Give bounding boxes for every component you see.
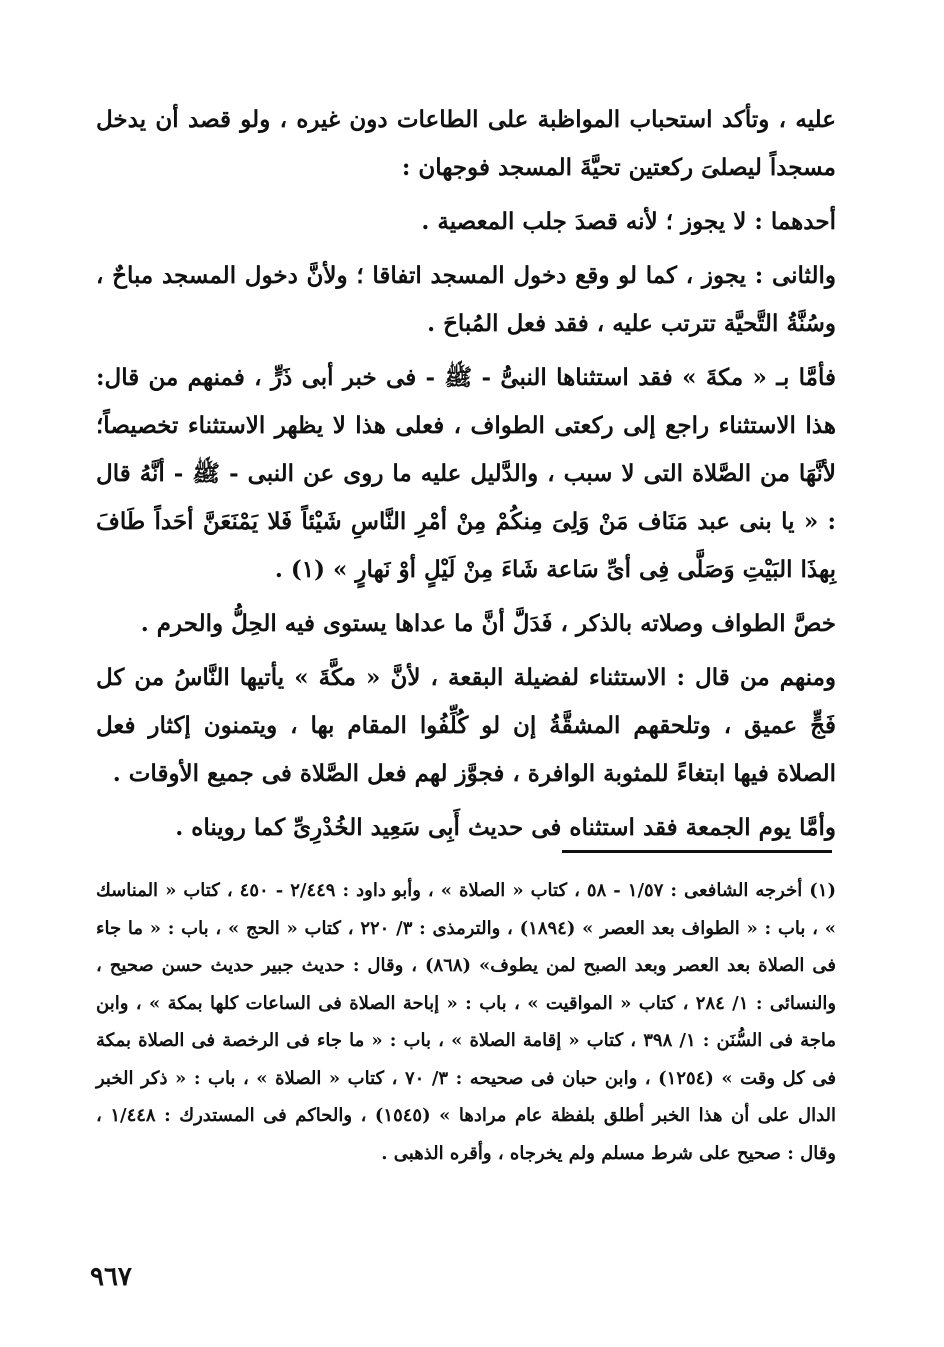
paragraph: والثانى : يجوز ، كما لو وقع دخول المسجد اتفاقا ؛ ولأنَّ دخول المسجد مباحٌ ، وسُنَّةُ التَّحيَّة تترتب عليه ، فقد فعل المُباحَ . — [96, 262, 836, 337]
paragraph: أحدهما : لا يجوز ؛ لأنه قصدَ جلب المعصية . — [421, 208, 836, 235]
footnote-divider — [562, 850, 832, 853]
paragraph: عليه ، وتأكد استحباب المواظبة على الطاعات دون غيره ، ولو قصد أن يدخل مسجداً ليصلىَ ركعتين تحيَّةَ المسجد فوجهان : — [96, 106, 836, 181]
page-number: ٩٦٧ — [90, 1262, 132, 1292]
footnote: (١) أخرجه الشافعى : ١/٥٧ - ٥٨ ، كتاب « الصلاة » ، وأبو داود : ٢/٤٤٩ - ٤٥٠ ، كتاب « المناسك » ، باب : « الطواف بعد العصر » (١٨٩٤) ، والترمذى : ٣/ ٢٢٠ ، كتاب « الحج » ، باب : « ما جاء فى الصلاة بعد العصر وبعد الصبح لمن يطوف» (٨٦٨) ، وقال : حديث جبير حديث حسن صحيح ، والنسائى : ١/ ٢٨٤ ، كتاب « المواقيت » ، باب : « إباحة الصلاة فى الساعات كلها بمكة » ، وابن ماجة فى السُّنَن : ١/ ٣٩٨ ، كتاب « إقامة الصلاة » ، باب : « ما جاء فى الرخصة فى الصلاة بمكة فى كل وقت » (١٢٥٤) ، وابن حبان فى صحيحه : ٣/ ٧٠ ، كتاب « الصلاة » ، باب : « ذكر الخبر الدال على أن هذا الخبر أطلق بلفظة عام مرادها » (١٥٤٥) ، والحاكم فى المستدرك : ١/٤٤٨ ، وقال : صحيح على شرط مسلم ولم يخرجاه ، وأقره الذهبى . — [96, 880, 837, 1164]
paragraph: وأمَّا يوم الجمعة فقد استثناه فى حديث أَبِى سَعِيد الخُدْرِىِّ كما رويناه . — [175, 814, 836, 841]
paragraph: خصَّ الطواف وصلاته بالذكر ، فَدَلَّ أنَّ ما عداها يستوى فيه الحِلُّ والحرم . — [140, 610, 836, 637]
footnotes — [96, 872, 836, 1172]
paragraph: ومنهم من قال : الاستثناء لفضيلة البقعة ، لأنَّ « مكَّةَ » يأتيها النَّاسُ من كل فَجٍّ عميق ، وتلحقهم المشقَّةُ إن لو كُلِّفُوا المقام بها ، ويتمنون إكثار فعل الصلاة فيها ابتغاءً للمثوبة الوافرة ، فجوَّز لهم فعل الصَّلاة فى جميع الأوقات . — [96, 664, 836, 787]
paragraph: فأمَّا بـ « مكةَ » فقد استثناها النبىُّ - ﷺ - فى خبر أبى ذَرٍّ ، فمنهم من قال: هذا الاستثناء راجع إلى ركعتى الطواف ، فعلى هذا لا يظهر الاستثناء تخصيصاً؛ لأنَّهَا من الصَّلاة التى لا سبب ، والدَّليل عليه ما روى عن النبى - ﷺ - أنَّهُ قال : « يا بنى عبد مَنَاف مَنْ وَلِىَ مِنكُمْ مِنْ أمْرِ النَّاسِ شَيْئاً فَلا يَمْنَعَنَّ أحَداً طَافَ بِهذَا البَيْتِ وَصَلَّى فِى أىِّ سَاعة شَاءَ مِنْ لَيْلٍ أوْ نَهارٍ » (١) . — [96, 364, 836, 583]
main-text — [96, 96, 836, 858]
